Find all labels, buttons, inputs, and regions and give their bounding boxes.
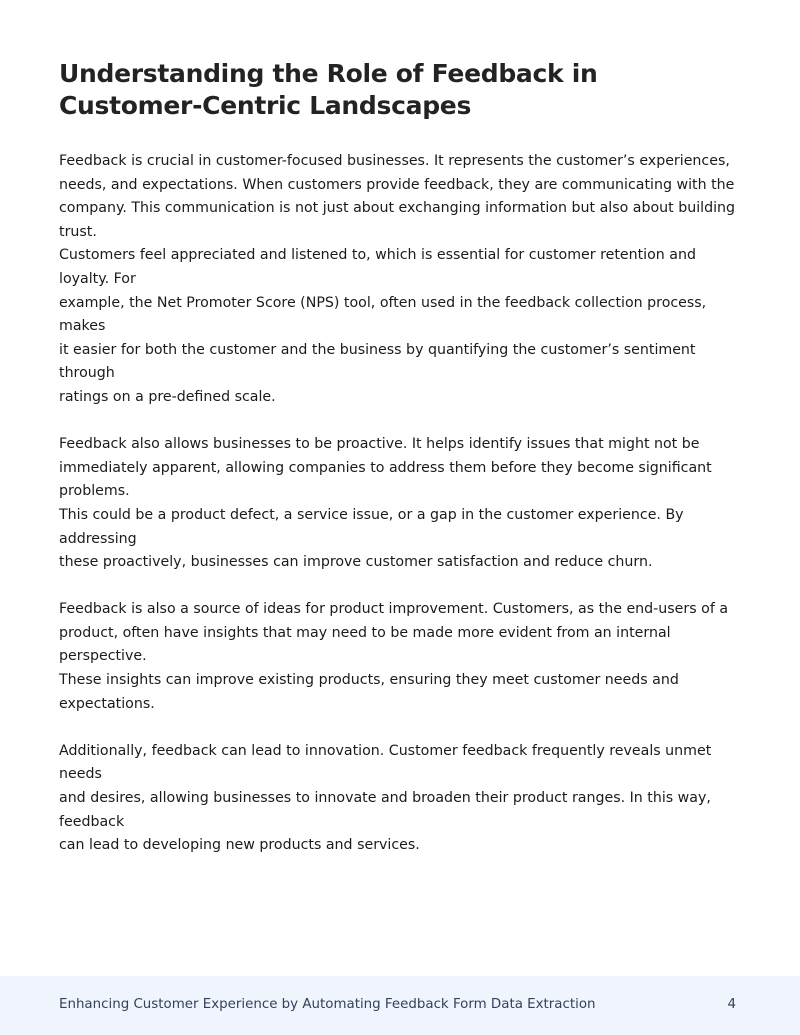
body-paragraph [59,598,749,716]
page-number: 4 [727,997,736,1012]
text-line: Feedback is crucial in customer-focused businesses. It represents the customer’s experiences, [59,153,730,169]
body-paragraph [59,433,749,575]
footer-document-title: Enhancing Customer Experience by Automating Feedback Form Data Extraction [59,997,596,1012]
text-line: These insights can improve existing products, ensuring they meet customer needs and expectations. [59,672,679,712]
page-content [59,58,749,858]
text-line: This could be a product defect, a service issue, or a gap in the customer experience. By addressing [59,506,684,547]
text-line: it easier for both the customer and the business by quantifying the customer’s sentiment through [59,341,696,382]
text-line: these proactively, businesses can improve customer satisfaction and reduce churn. [59,554,653,571]
page-title [59,58,749,122]
text-line: Customers feel appreciated and listened to, which is essential for customer retention and loyalty. For [59,247,696,287]
page-footer [0,976,800,1035]
text-line: product, often have insights that may need to be made more evident from an internal perspective. [59,624,671,665]
text-line: and desires, allowing businesses to innovate and broaden their product ranges. In this way, feedback [59,790,711,830]
text-line: ratings on a pre-defined scale. [59,388,276,405]
body-paragraph [59,740,749,858]
text-line: Feedback also allows businesses to be proactive. It helps identify issues that might not be [59,436,700,453]
text-line: Additionally, feedback can lead to innovation. Customer feedback frequently reveals unmet needs [59,742,712,783]
page-title-line: Customer-Centric Landscapes [59,91,472,120]
text-line: Feedback is also a source of ideas for product improvement. Customers, as the end-users of a [59,601,729,618]
body-paragraph [59,150,749,410]
text-line: example, the Net Promoter Score (NPS) tool, often used in the feedback collection process, makes [59,294,707,335]
text-line: immediately apparent, allowing companies to address them before they become significant problems. [59,459,712,500]
text-line: company. This communication is not just about exchanging information but also about building trust. [59,200,736,240]
text-line: can lead to developing new products and services. [59,837,420,854]
page-title-line: Understanding the Role of Feedback in [59,59,598,88]
text-line: needs, and expectations. When customers provide feedback, they are communicating with the [59,176,735,193]
